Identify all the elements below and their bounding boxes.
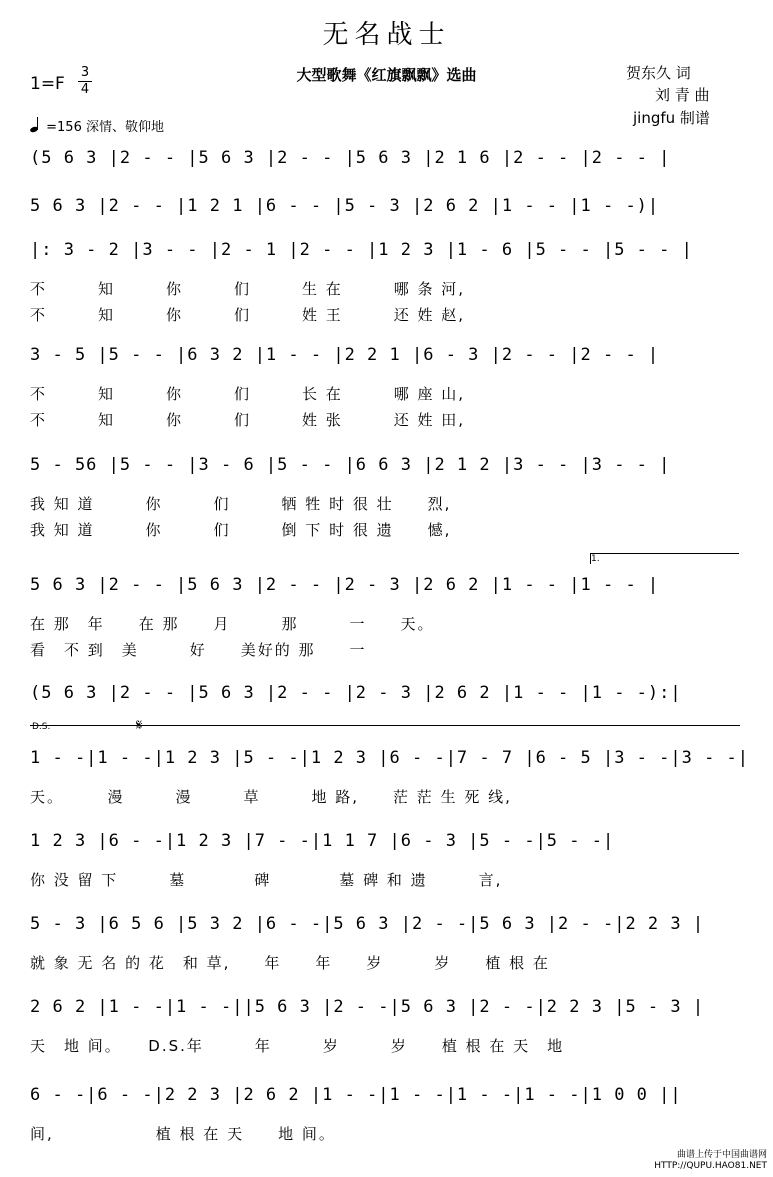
lyricist-credit: 贺东久 词 <box>626 64 691 82</box>
volta-label: 1. <box>591 554 600 564</box>
notation-line: 6 - -|6 - -|2 2 3 |2 6 2 |1 - -|1 - -|1 - -|1 - -|1 0 0 || <box>30 1085 682 1105</box>
lyric-line: 不 知 你 们 生 在 哪 条 河, <box>30 280 466 298</box>
composer-credit: 刘 青 曲 <box>655 86 710 104</box>
notation-line: 3 - 5 |5 - - |6 3 2 |1 - - |2 2 1 |6 - 3 |2 - - |2 - - | <box>30 345 660 365</box>
arranger-credit: jingfu 制谱 <box>633 109 710 127</box>
footer-line-1: 曲谱上传于中国曲谱网 <box>676 1150 767 1160</box>
time-signature <box>78 66 92 97</box>
notation-line: (5 6 3 |2 - - |5 6 3 |2 - - |5 6 3 |2 1 6 |2 - - |2 - - | <box>30 148 671 168</box>
notation-line: 2 6 2 |1 - -|1 - -||5 6 3 |2 - -|5 6 3 |2 - -|2 2 3 |5 - 3 | <box>30 997 705 1017</box>
song-title: 无名战士 <box>322 20 451 50</box>
notation-line: 1 2 3 |6 - -|1 2 3 |7 - -|1 1 7 |6 - 3 |5 - -|5 - -| <box>30 831 615 851</box>
lyric-line: 不 知 你 们 长 在 哪 座 山, <box>30 385 466 403</box>
site-footer <box>654 1150 767 1172</box>
footer-line-2: HTTP://QUPU.HAO81.NET <box>654 1161 767 1171</box>
lyric-line: 我 知 道 你 们 牺 牲 时 很 壮 烈, <box>30 495 452 513</box>
lyric-line: 不 知 你 们 姓 王 还 姓 赵, <box>30 306 466 324</box>
notation-line: 5 6 3 |2 - - |5 6 3 |2 - - |2 - 3 |2 6 2 |1 - - |1 - - | <box>30 575 660 595</box>
lyric-line: 看 不 到 美 好 美好的 那 一 <box>30 641 367 659</box>
lyric-line: 你 没 留 下 墓 碑 墓 碑 和 遗 言, <box>30 871 503 889</box>
quarter-note-icon <box>30 117 42 133</box>
notation-line: 5 - 3 |6 5 6 |5 3 2 |6 - -|5 6 3 |2 - -|5 6 3 |2 - -|2 2 3 | <box>30 914 705 934</box>
notation-line: |: 3 - 2 |3 - - |2 - 1 |2 - - |1 2 3 |1 - 6 |5 - - |5 - - | <box>30 240 693 260</box>
lyric-line: 在 那 年 在 那 月 那 一 天。 <box>30 615 435 633</box>
notation-line: 1 - -|1 - -|1 2 3 |5 - -|1 2 3 |6 - -|7 - 7 |6 - 5 |3 - -|3 - -| <box>30 748 750 768</box>
segno-icon: 𝄋 <box>136 716 143 734</box>
lyric-line: 我 知 道 你 们 倒 下 时 很 遗 憾, <box>30 521 452 539</box>
lyric-line: 就 象 无 名 的 花 和 草, 年 年 岁 岁 植 根 在 <box>30 954 550 972</box>
time-top: 3 <box>80 65 90 80</box>
tempo-marking <box>30 116 164 135</box>
subtitle: 大型歌舞《红旗飘飘》选曲 <box>296 66 477 84</box>
coda-mark: D.S. <box>32 722 51 732</box>
time-bottom: 4 <box>80 82 90 97</box>
lyric-line: 天。 漫 漫 草 地 路, 茫 茫 生 死 线, <box>30 788 512 806</box>
notation-line: 5 6 3 |2 - - |1 2 1 |6 - - |5 - 3 |2 6 2 |1 - - |1 - -)| <box>30 196 660 216</box>
lyric-line: 不 知 你 们 姓 张 还 姓 田, <box>30 411 466 429</box>
notation-line: (5 6 3 |2 - - |5 6 3 |2 - - |2 - 3 |2 6 2 |1 - - |1 - -):| <box>30 683 682 703</box>
tempo-text: =156 深情、敬仰地 <box>46 120 164 135</box>
lyric-line: 天 地 间。 D.S.年 年 岁 岁 植 根 在 天 地 <box>30 1037 565 1055</box>
key-signature: 1=F <box>30 74 65 94</box>
notation-line: 5 - 56 |5 - - |3 - 6 |5 - - |6 6 3 |2 1 2 |3 - - |3 - - | <box>30 455 671 475</box>
volta-bracket <box>590 553 739 564</box>
lyric-line: 间, 植 根 在 天 地 间。 <box>30 1125 336 1143</box>
